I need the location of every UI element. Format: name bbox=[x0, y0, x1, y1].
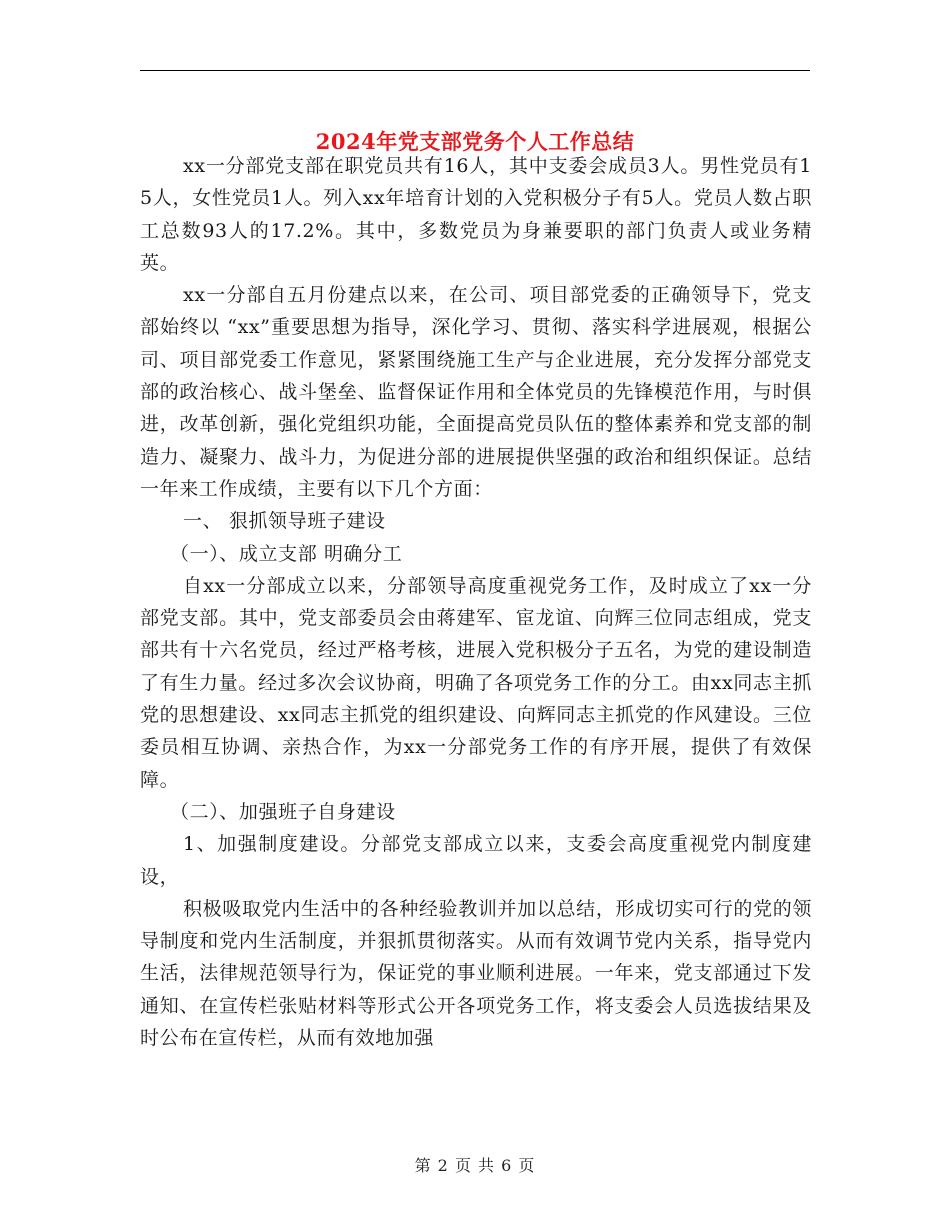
paragraph-lessons: 积极吸取党内生活中的各种经验教训并加以总结，形成切实可行的党的领导制度和党内生活制度，并狠抓贯彻落实。从而有效调节党内关系，指导党内生活，法律规范领导行为，保证党的事业顺利进展。一年来，党支部通过下发通知、在宣传栏张贴材料等形式公开各项党务工作，将支委会人员选拔结果及时公布在宣传栏，从而有效地加强 bbox=[140, 897, 812, 1050]
document-title: 2024年党支部党务个人工作总结 bbox=[315, 129, 635, 155]
subsection-heading-2: （二）、加强班子自身建设 bbox=[170, 800, 396, 823]
section-heading-1: 一、 狠抓领导班子建设 bbox=[183, 510, 386, 533]
paragraph-membership: xx一分部党支部在职党员共有16人，其中支委会成员3人。男性党员有15人，女性党员1人。列入xx年培育计划的入党积极分子有5人。党员人数占职工总数93人的17.2%。其中，多数党员为身兼要职的部门负责人或业务精英。 bbox=[140, 155, 812, 274]
header-rule bbox=[140, 70, 810, 71]
paragraph-branch-setup: 自xx一分部成立以来，分部领导高度重视党务工作，及时成立了xx一分部党支部。其中，党支部委员会由蒋建军、宦龙谊、向辉三位同志组成，党支部共有十六名党员，经过严格考核，进展入党积极分子五名，为党的建设制造了有生力量。经过多次会议协商，明确了各项党务工作的分工。由xx同志主抓党的思想建设、xx同志主抓党的组织建设、向辉同志主抓党的作风建设。三位委员相互协调、亲热合作，为xx一分部党务工作的有序开展，提供了有效保障。 bbox=[140, 574, 812, 791]
subsection-heading-1: （一）、成立支部 明确分工 bbox=[170, 542, 403, 565]
document-body bbox=[140, 150, 812, 1054]
paragraph-system-building: 1、加强制度建设。分部党支部成立以来，支委会高度重视党内制度建设， bbox=[140, 833, 812, 888]
page-number: 第 2 页 共 6 页 bbox=[414, 1156, 536, 1175]
paragraph-overview: xx一分部自五月份建点以来，在公司、项目部党委的正确领导下，党支部始终以 “xx”重要思想为指导，深化学习、贯彻、落实科学进展观，根据公司、项目部党委工作意见，紧紧围绕施工生产与企业进展，充分发挥分部党支部的政治核心、战斗堡垒、监督保证作用和全体党员的先锋模范作用，与时俱进，改革创新，强化党组织功能，全面提高党员队伍的整体素养和党支部的制造力、凝聚力、战斗力，为促进分部的进展提供坚强的政治和组织保证。总结一年来工作成绩，主要有以下几个方面： bbox=[140, 284, 812, 500]
